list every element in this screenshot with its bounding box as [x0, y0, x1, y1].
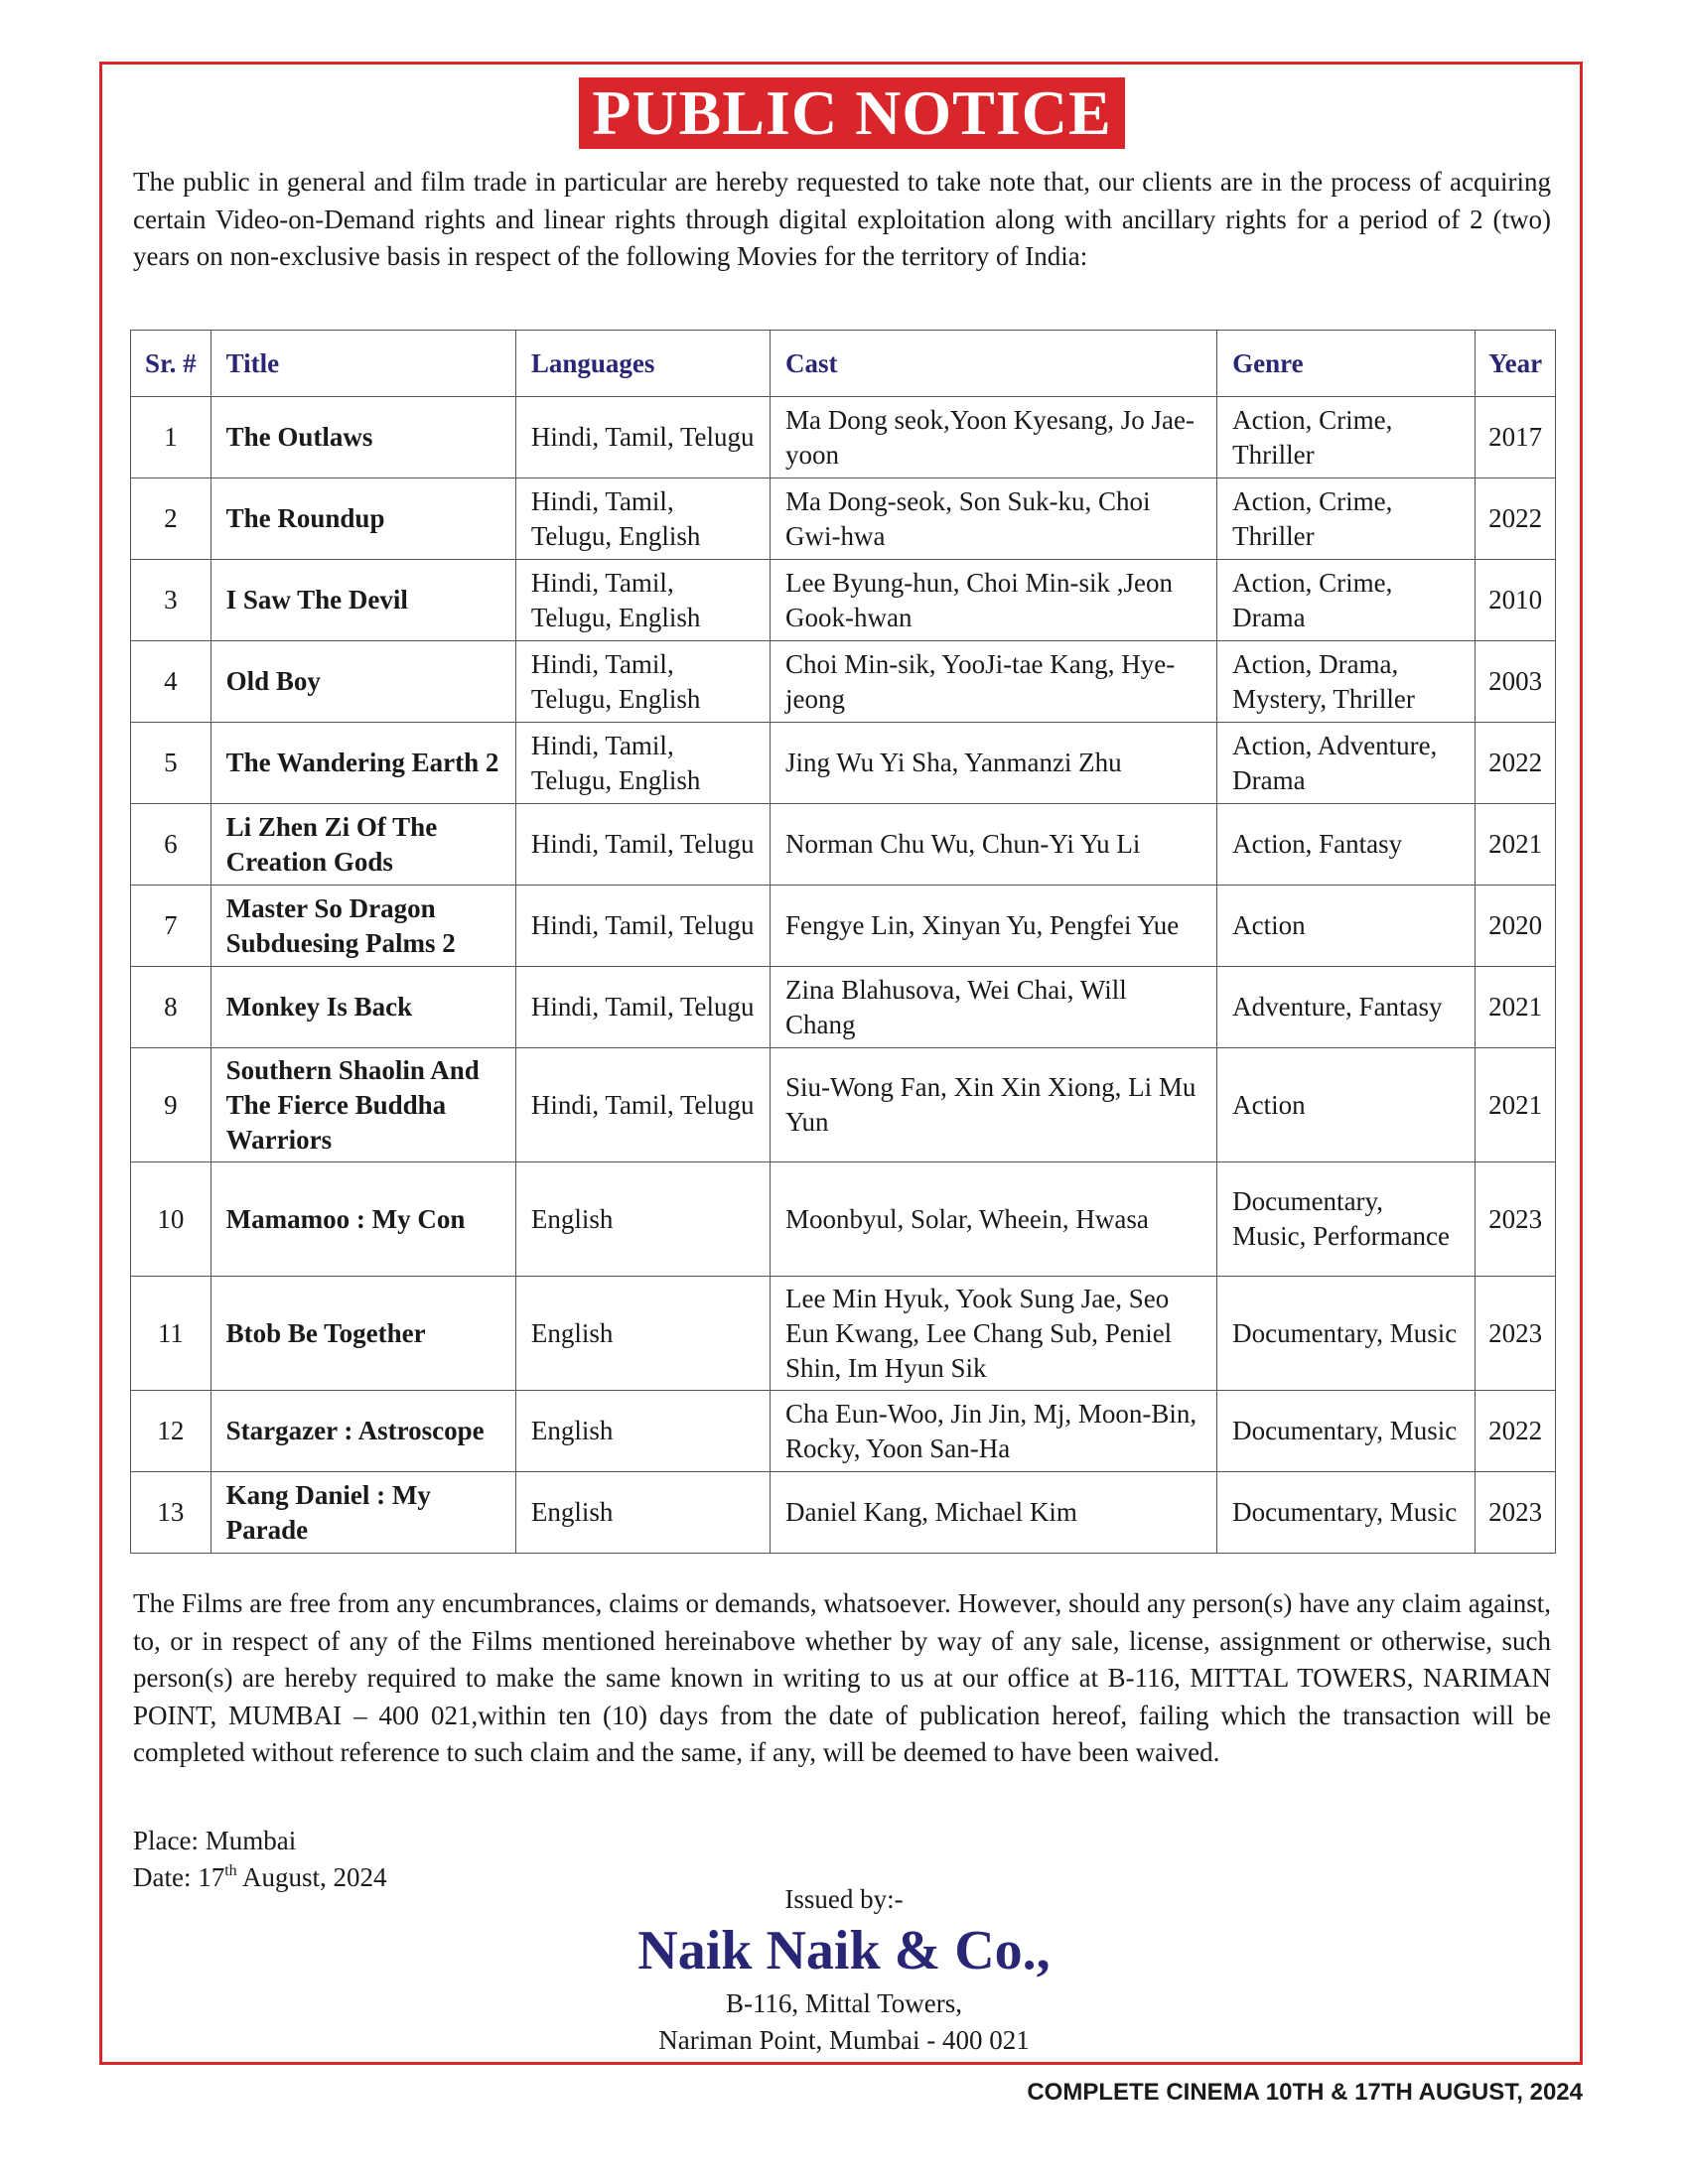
- cell-title: Stargazer : Astroscope: [211, 1391, 515, 1472]
- cell-year: 2022: [1476, 1391, 1556, 1472]
- cell-title: Li Zhen Zi Of The Creation Gods: [211, 804, 515, 886]
- cell-cast: Fengye Lin, Xinyan Yu, Pengfei Yue: [771, 886, 1217, 967]
- cell-genre: Action, Drama, Mystery, Thriller: [1217, 641, 1476, 723]
- cell-year: 2022: [1476, 478, 1556, 560]
- table-row: [131, 397, 1556, 478]
- cell-genre: Action, Fantasy: [1217, 804, 1476, 886]
- cell-year: 2017: [1476, 397, 1556, 478]
- firm-address-line1: B-116, Mittal Towers,: [725, 1988, 963, 2018]
- cell-cast: Ma Dong seok,Yoon Kyesang, Jo Jae-yoon: [771, 397, 1217, 478]
- cell-year: 2022: [1476, 723, 1556, 804]
- cell-languages: Hindi, Tamil, Telugu: [515, 1048, 770, 1162]
- cell-title: Old Boy: [211, 641, 515, 723]
- table-row: [131, 641, 1556, 723]
- table-row: [131, 804, 1556, 886]
- cell-languages: English: [515, 1277, 770, 1391]
- outro-paragraph: The Films are free from any encumbrances, claims or demands, whatsoever. However, should any person(s) have any claim against, to, or in respect of any of the Films mentioned hereinabove whether by way of any sale, license, assignment or otherwise, such person(s) are hereby required to make the same known in writing to us at our office at B-116, MITTAL TOWERS, NARIMAN POINT, MUMBAI – 400 021,within ten (10) days from the date of publication hereof, failing which the transaction will be completed without reference to such claim and the same, if any, will be deemed to have been waived.: [133, 1588, 1551, 1767]
- header-year: Year: [1476, 331, 1556, 397]
- cell-genre: Documentary, Music: [1217, 1472, 1476, 1554]
- cell-sr: 9: [131, 1048, 211, 1162]
- cell-sr: 13: [131, 1472, 211, 1554]
- notice-title: PUBLIC NOTICE: [579, 77, 1125, 149]
- cell-genre: Action: [1217, 1048, 1476, 1162]
- cell-title: Kang Daniel : My Parade: [211, 1472, 515, 1554]
- cell-sr: 10: [131, 1162, 211, 1277]
- cell-sr: 7: [131, 886, 211, 967]
- cell-languages: English: [515, 1391, 770, 1472]
- cell-languages: English: [515, 1472, 770, 1554]
- cell-title: Master So Dragon Subduesing Palms 2: [211, 886, 515, 967]
- cell-genre: Documentary, Music: [1217, 1391, 1476, 1472]
- cell-title: The Outlaws: [211, 397, 515, 478]
- cell-title: Btob Be Together: [211, 1277, 515, 1391]
- cell-cast: Choi Min-sik, YooJi-tae Kang, Hye-jeong: [771, 641, 1217, 723]
- firm-name: Naik Naik & Co.,: [637, 1920, 1051, 1981]
- cell-genre: Documentary, Music: [1217, 1277, 1476, 1391]
- cell-cast: Daniel Kang, Michael Kim: [771, 1472, 1217, 1554]
- cell-year: 2023: [1476, 1162, 1556, 1277]
- publication-footer: COMPLETE CINEMA 10TH & 17TH AUGUST, 2024: [1027, 2079, 1583, 2106]
- cell-genre: Action, Crime, Drama: [1217, 560, 1476, 641]
- issued-by: Issued by:-: [784, 1884, 904, 1914]
- cell-sr: 6: [131, 804, 211, 886]
- firm-address-line2: Nariman Point, Mumbai - 400 021: [658, 2025, 1030, 2055]
- cell-languages: Hindi, Tamil, Telugu, English: [515, 478, 770, 560]
- cell-year: 2010: [1476, 560, 1556, 641]
- place-line: Place: Mumbai: [133, 1826, 297, 1855]
- cell-genre: Adventure, Fantasy: [1217, 967, 1476, 1048]
- table-row: [131, 886, 1556, 967]
- cell-languages: Hindi, Tamil, Telugu, English: [515, 560, 770, 641]
- cell-genre: Action: [1217, 886, 1476, 967]
- cell-languages: Hindi, Tamil, Telugu, English: [515, 723, 770, 804]
- cell-title: The Wandering Earth 2: [211, 723, 515, 804]
- table-row: [131, 967, 1556, 1048]
- date-superscript: th: [224, 1862, 237, 1879]
- table-row: [131, 478, 1556, 560]
- table-row: [131, 560, 1556, 641]
- cell-cast: Siu-Wong Fan, Xin Xin Xiong, Li Mu Yun: [771, 1048, 1217, 1162]
- cell-languages: Hindi, Tamil, Telugu, English: [515, 641, 770, 723]
- cell-languages: Hindi, Tamil, Telugu: [515, 886, 770, 967]
- cell-year: 2020: [1476, 886, 1556, 967]
- cell-cast: Jing Wu Yi Sha, Yanmanzi Zhu: [771, 723, 1217, 804]
- table-row: [131, 1162, 1556, 1277]
- header-title: Title: [211, 331, 515, 397]
- cell-cast: Cha Eun-Woo, Jin Jin, Mj, Moon-Bin, Rocky, Yoon San-Ha: [771, 1391, 1217, 1472]
- cell-cast: Zina Blahusova, Wei Chai, Will Chang: [771, 967, 1217, 1048]
- cell-genre: Documentary, Music, Performance: [1217, 1162, 1476, 1277]
- table-row: [131, 1472, 1556, 1554]
- cell-sr: 2: [131, 478, 211, 560]
- table-row: [131, 1048, 1556, 1162]
- cell-languages: English: [515, 1162, 770, 1277]
- cell-title: Mamamoo : My Con: [211, 1162, 515, 1277]
- table-row: [131, 1391, 1556, 1472]
- cell-sr: 8: [131, 967, 211, 1048]
- cell-year: 2023: [1476, 1277, 1556, 1391]
- header-cast: Cast: [771, 331, 1217, 397]
- cell-sr: 12: [131, 1391, 211, 1472]
- cell-cast: Ma Dong-seok, Son Suk-ku, Choi Gwi-hwa: [771, 478, 1217, 560]
- header-genre: Genre: [1217, 331, 1476, 397]
- cell-cast: Lee Min Hyuk, Yook Sung Jae, Seo Eun Kwang, Lee Chang Sub, Peniel Shin, Im Hyun Sik: [771, 1277, 1217, 1391]
- cell-cast: Moonbyul, Solar, Wheein, Hwasa: [771, 1162, 1217, 1277]
- cell-languages: Hindi, Tamil, Telugu: [515, 397, 770, 478]
- cell-sr: 4: [131, 641, 211, 723]
- cell-cast: Norman Chu Wu, Chun-Yi Yu Li: [771, 804, 1217, 886]
- cell-year: 2021: [1476, 1048, 1556, 1162]
- cell-cast: Lee Byung-hun, Choi Min-sik ,Jeon Gook-hwan: [771, 560, 1217, 641]
- cell-year: 2021: [1476, 967, 1556, 1048]
- cell-title: I Saw The Devil: [211, 560, 515, 641]
- cell-year: 2021: [1476, 804, 1556, 886]
- cell-sr: 1: [131, 397, 211, 478]
- date-prefix: Date: 17: [133, 1862, 225, 1892]
- cell-sr: 3: [131, 560, 211, 641]
- cell-languages: Hindi, Tamil, Telugu: [515, 804, 770, 886]
- table-header-row: [131, 331, 1556, 397]
- cell-title: Monkey Is Back: [211, 967, 515, 1048]
- cell-year: 2003: [1476, 641, 1556, 723]
- header-languages: Languages: [515, 331, 770, 397]
- cell-title: The Roundup: [211, 478, 515, 560]
- cell-genre: Action, Crime, Thriller: [1217, 478, 1476, 560]
- table-row: [131, 1277, 1556, 1391]
- cell-title: Southern Shaolin And The Fierce Buddha Warriors: [211, 1048, 515, 1162]
- cell-genre: Action, Crime, Thriller: [1217, 397, 1476, 478]
- table-row: [131, 723, 1556, 804]
- cell-year: 2023: [1476, 1472, 1556, 1554]
- date-suffix: August, 2024: [236, 1862, 387, 1892]
- cell-genre: Action, Adventure, Drama: [1217, 723, 1476, 804]
- cell-sr: 5: [131, 723, 211, 804]
- cell-languages: Hindi, Tamil, Telugu: [515, 967, 770, 1048]
- cell-sr: 11: [131, 1277, 211, 1391]
- intro-paragraph: The public in general and film trade in particular are hereby requested to take note that, our clients are in the process of acquiring certain Video-on-Demand rights and linear rights through digital exploitation along with ancillary rights for a period of 2 (two) years on non-exclusive basis in respect of the following Movies for the territory of India:: [133, 167, 1551, 271]
- movies-table: [130, 330, 1556, 1554]
- header-sr: Sr. #: [131, 331, 211, 397]
